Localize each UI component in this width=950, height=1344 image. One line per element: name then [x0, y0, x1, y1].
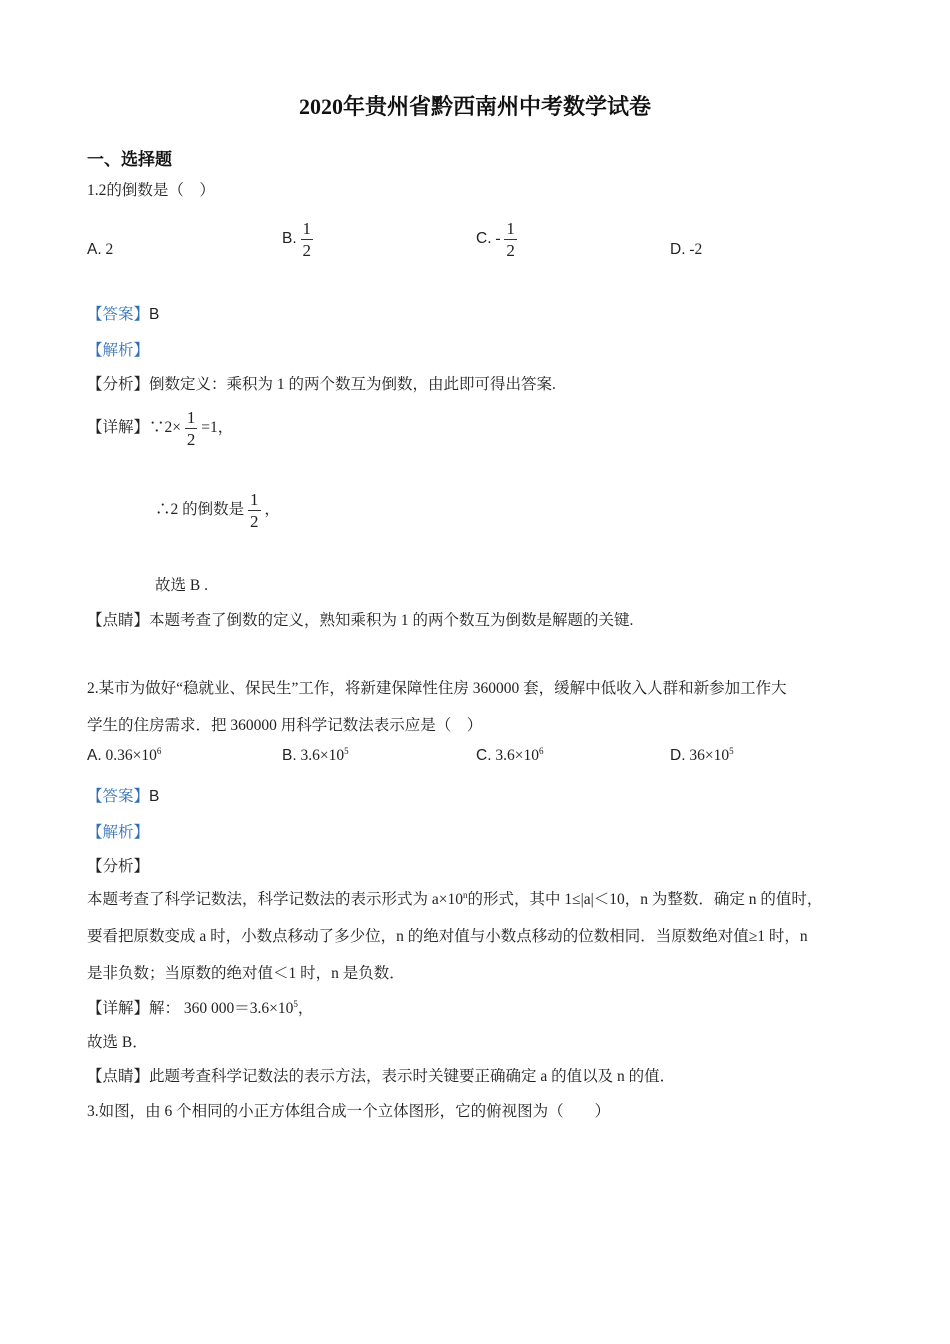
fraction-denominator: 2 [302, 241, 312, 260]
option-exponent: 6 [539, 745, 544, 756]
detail-pre: 解： 360 000＝3.6×10 [149, 1000, 294, 1017]
fenxi-exponent: n [463, 889, 468, 900]
detail-post: =1， [201, 419, 234, 437]
q2-answer [87, 784, 159, 806]
option-value: 3.6×10 [495, 747, 539, 764]
section-heading: 一、选择题 [87, 150, 172, 169]
option-value: 0.36×10 [105, 747, 157, 764]
detail-post: ， [297, 1000, 314, 1017]
option-exponent: 5 [344, 745, 349, 756]
q1-option-b [282, 220, 313, 259]
q2-stem-line1: 2.某市为做好“稳就业、保民生”工作，将新建保障性住房 360000 套，缓解中低收入人群和新参加工作大 [87, 680, 787, 697]
answer-value: B [149, 306, 160, 323]
q1-option-c [476, 220, 517, 259]
q2-fenxi-line1 [87, 887, 822, 909]
q1-answer [87, 302, 159, 324]
q1-option-d [670, 241, 702, 259]
fraction-numerator: 1 [186, 408, 196, 427]
fraction-numerator: 1 [250, 490, 259, 509]
comment-text: 此题考查科学记数法的表示方法，表示时关键要正确确定 a 的值以及 n 的值． [149, 1068, 676, 1085]
q1-stem: 1.2的倒数是（ ） [87, 182, 215, 199]
detail-exponent: 5 [293, 998, 298, 1009]
comment-tag: 【点睛】 [87, 1068, 150, 1085]
option-label: C. [476, 230, 492, 248]
fraction [301, 220, 314, 259]
option-value: 3.6×10 [300, 747, 345, 764]
option-value: 2 [105, 241, 114, 258]
q1-analysis-tag: 【解析】 [87, 342, 150, 359]
answer-tag: 【答案】 [87, 306, 150, 323]
comment-text: 本题考查了倒数的定义，熟知乘积为 1 的两个数互为倒数是解题的关键. [149, 612, 634, 629]
answer-tag: 【答案】 [87, 788, 150, 805]
fraction [504, 220, 517, 259]
q2-option-b [282, 747, 349, 765]
fraction [248, 491, 261, 530]
q1-choose: 故选 B . [155, 577, 208, 594]
fenxi-text: 本题考查了科学记数法，科学记数法的表示形式为 a×10 [87, 891, 463, 908]
q2-choose: 故选 B． [87, 1034, 148, 1051]
q2-option-c [476, 747, 544, 765]
q1-comment [87, 608, 633, 630]
fraction-denominator: 2 [186, 430, 196, 449]
q2-option-d [670, 747, 734, 765]
fraction-numerator: 1 [506, 219, 515, 238]
q2-fenxi-line2: 要看把原数变成 a 时，小数点移动了多少位，n 的绝对值与小数点移动的位数相同．当原数绝对值≥1 时，n [87, 928, 808, 945]
q2-fenxi-line3: 是非负数；当原数的绝对值＜1 时，n 是负数． [87, 965, 405, 982]
option-label: C. [476, 747, 492, 764]
fenxi-tag: 【分析】 [87, 376, 150, 393]
option-exponent: 5 [729, 745, 734, 756]
comment-tag: 【点睛】 [87, 612, 150, 629]
fraction-denominator: 2 [250, 512, 259, 531]
q2-comment [87, 1064, 675, 1086]
fraction-denominator: 2 [506, 241, 515, 260]
option-value: 36×10 [689, 747, 730, 764]
option-exponent: 6 [156, 745, 162, 756]
q1-fenxi [87, 372, 556, 394]
option-label: D. [670, 747, 686, 764]
option-label: B. [282, 747, 297, 764]
q3-stem: 3.如图，由 6 个相同的小正方体组合成一个立体图形，它的俯视图为（ ） [87, 1103, 611, 1120]
q2-detail [87, 996, 313, 1018]
therefore-pre: ∴2 的倒数是 [155, 501, 245, 519]
q1-detail [87, 409, 233, 448]
option-sign: - [495, 230, 501, 248]
q2-fenxi-tag: 【分析】 [87, 858, 150, 875]
fenxi-text: 倒数定义：乘积为 1 的两个数互为倒数，由此即可得出答案. [149, 376, 556, 393]
q2-stem-line2: 学生的住房需求．把 360000 用科学记数法表示应是（ ） [87, 717, 483, 734]
detail-tag: 【详解】 [87, 1000, 150, 1017]
option-label: B. [282, 230, 297, 248]
option-value: -2 [689, 241, 703, 258]
q2-analysis-tag: 【解析】 [87, 824, 150, 841]
page-title: 2020年贵州省黔西南州中考数学试卷 [298, 94, 651, 119]
detail-tag: 【详解】 [87, 419, 150, 437]
fraction [185, 409, 198, 448]
fraction-numerator: 1 [302, 219, 312, 238]
option-label: D. [670, 241, 686, 258]
fenxi-text: 的形式，其中 1≤|a|＜10，n 为整数．确定 n 的值时， [467, 891, 823, 908]
option-label: A. [87, 747, 102, 764]
q1-therefore [155, 491, 280, 530]
therefore-post: ， [264, 501, 280, 519]
detail-pre: ∵2× [149, 419, 182, 437]
q2-option-a [87, 747, 161, 765]
q1-option-a [87, 241, 113, 259]
option-label: A. [87, 241, 102, 258]
answer-value: B [149, 788, 160, 805]
